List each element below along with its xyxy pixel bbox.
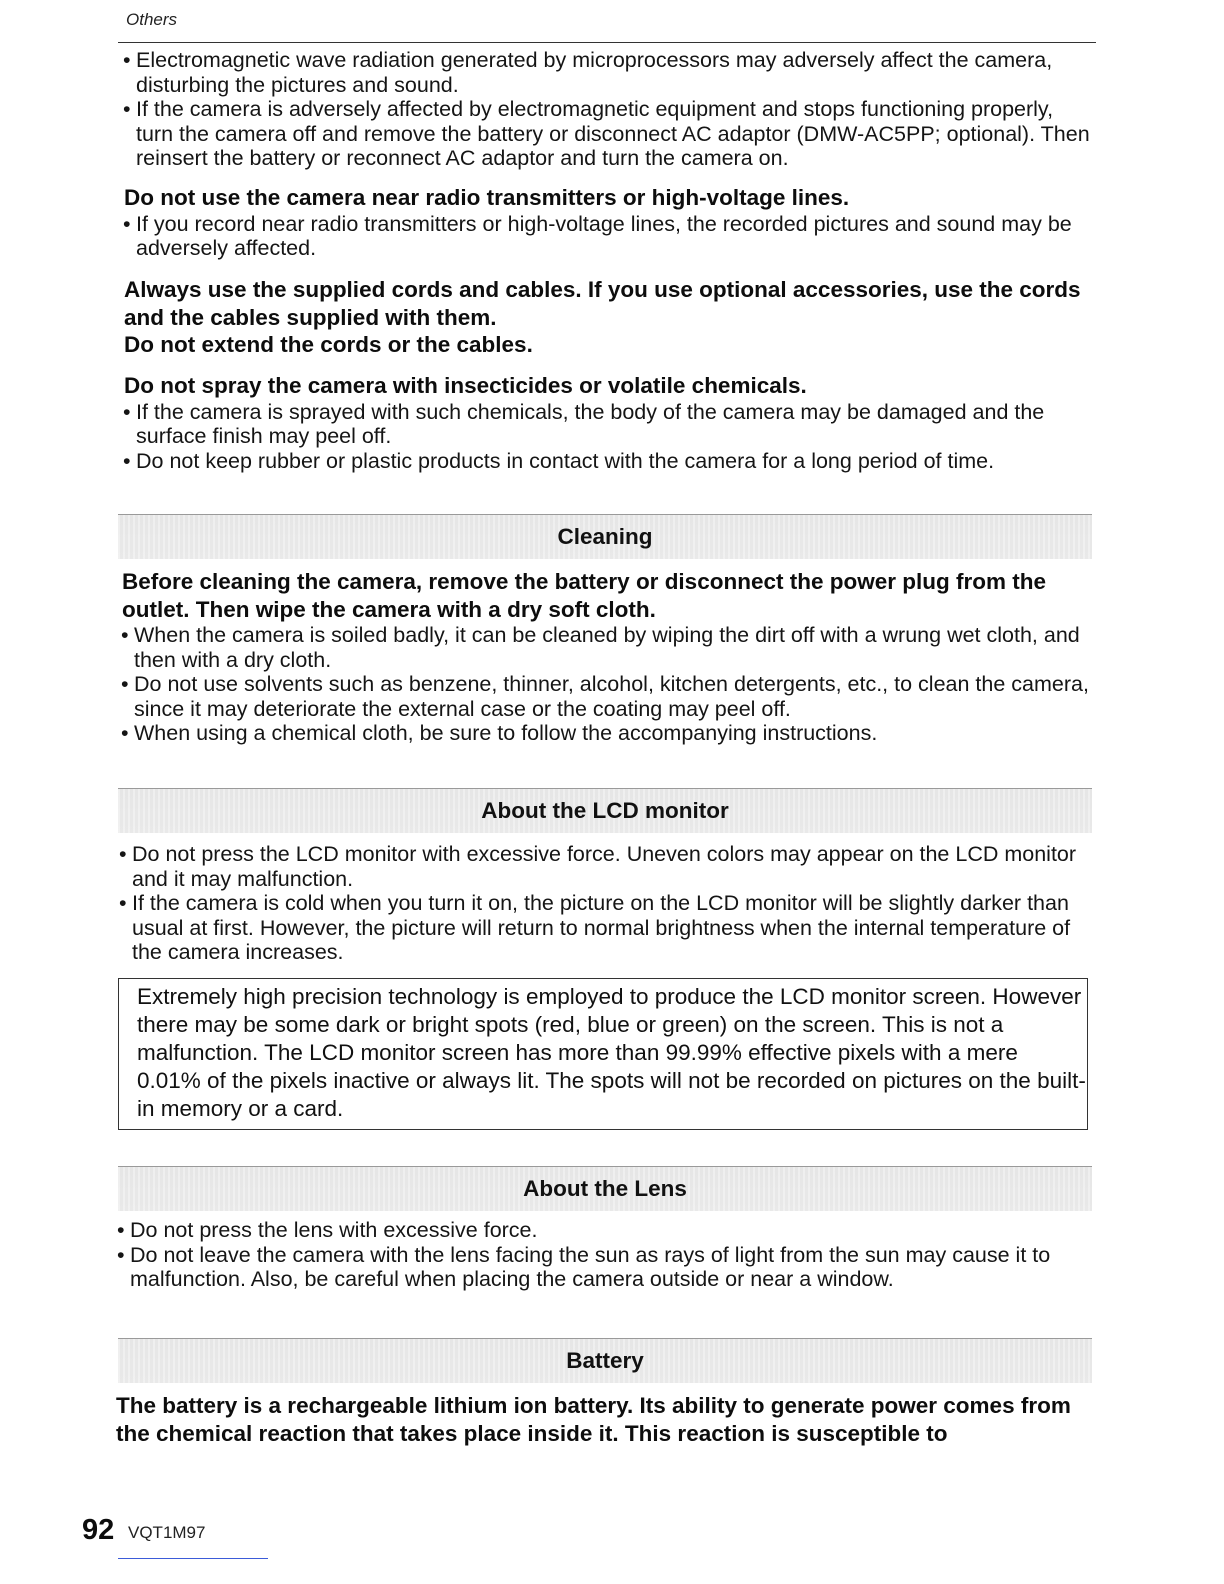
list-item: • When the camera is soiled badly, it can be cleaned by wiping the dirt off with a wrung wet cloth, and then with a dry cloth.: [122, 623, 1094, 672]
lens-section: [118, 1218, 1090, 1292]
page-number: 92: [82, 1514, 115, 1546]
document-code: VQT1M97: [128, 1523, 206, 1542]
battery-heading: The battery is a rechargeable lithium ion battery. Its ability to generate power comes from the chemical reaction that takes place inside it. This reaction is susceptible to: [116, 1393, 1071, 1446]
list-item: • When using a chemical cloth, be sure to follow the accompanying instructions.: [122, 721, 1094, 746]
lcd-banner: [118, 788, 1092, 833]
list-item: • Electromagnetic wave radiation generated by microprocessors may adversely affect the camera, disturbing the pictures and sound.: [124, 48, 1096, 97]
lcd-section: [120, 842, 1092, 965]
list-item: • Do not use solvents such as benzene, thinner, alcohol, kitchen detergents, etc., to clean the camera, since it may deteriorate the external case or the coating may peel off.: [122, 672, 1094, 721]
lcd-notice-box: Extremely high precision technology is employed to produce the LCD monitor screen. However there may be some dark or bright spots (red, blue or green) on the screen. This is not a malfunction. The LCD monitor screen has more than 99.99% effective pixels with a mere 0.01% of the pixels inactive or always lit. The spots will not be recorded on pictures on the built-in memory or a card.: [118, 978, 1088, 1130]
radio-section: [124, 184, 1096, 261]
lcd-title: About the LCD monitor: [481, 798, 729, 823]
list-item: • Do not press the LCD monitor with excessive force. Uneven colors may appear on the LCD monitor and it may malfunction.: [120, 842, 1092, 891]
lens-banner: [118, 1166, 1092, 1211]
cords-heading: Always use the supplied cords and cables. If you use optional accessories, use the cords and the cables supplied with them.: [124, 277, 1081, 330]
cords-section: [124, 276, 1096, 359]
battery-banner: [118, 1338, 1092, 1383]
battery-section: [116, 1392, 1088, 1447]
footer-underline: [118, 1558, 268, 1559]
cords-heading-extend: Do not extend the cords or the cables.: [124, 332, 533, 357]
lens-title: About the Lens: [523, 1176, 687, 1201]
list-item: • If the camera is sprayed with such chemicals, the body of the camera may be damaged and the surface finish may peel off.: [124, 400, 1096, 449]
intro-bullet-list: [124, 48, 1096, 171]
list-item: • Do not leave the camera with the lens facing the sun as rays of light from the sun may cause it to malfunction. Also, be careful when placing the camera outside or near a window.: [118, 1243, 1090, 1292]
section-label: Others: [126, 10, 178, 29]
header-divider: [118, 42, 1096, 43]
battery-title: Battery: [566, 1348, 644, 1373]
list-item: • Do not keep rubber or plastic products in contact with the camera for a long period of time.: [124, 449, 1096, 474]
list-item: • If the camera is cold when you turn it on, the picture on the LCD monitor will be slightly darker than usual at first. However, the picture will return to normal brightness when the internal temperature of the camera increases.: [120, 891, 1092, 965]
cleaning-heading: Before cleaning the camera, remove the battery or disconnect the power plug from the outlet. Then wipe the camera with a dry soft cloth.: [122, 569, 1046, 622]
spray-heading: Do not spray the camera with insecticides or volatile chemicals.: [124, 373, 807, 398]
cleaning-section: [122, 568, 1094, 746]
list-item: • Do not press the lens with excessive force.: [118, 1218, 1090, 1243]
list-item: • If the camera is adversely affected by electromagnetic equipment and stops functioning properly, turn the camera off and remove the battery or disconnect AC adaptor (DMW-AC5PP; optional). Then reinsert the battery or reconnect AC adaptor and turn the camera on.: [124, 97, 1096, 171]
cleaning-banner: [118, 514, 1092, 559]
spray-section: [124, 372, 1096, 473]
cleaning-title: Cleaning: [557, 524, 653, 549]
radio-heading: Do not use the camera near radio transmitters or high-voltage lines.: [124, 185, 850, 210]
list-item: • If you record near radio transmitters or high-voltage lines, the recorded pictures and sound may be adversely affected.: [124, 212, 1096, 261]
